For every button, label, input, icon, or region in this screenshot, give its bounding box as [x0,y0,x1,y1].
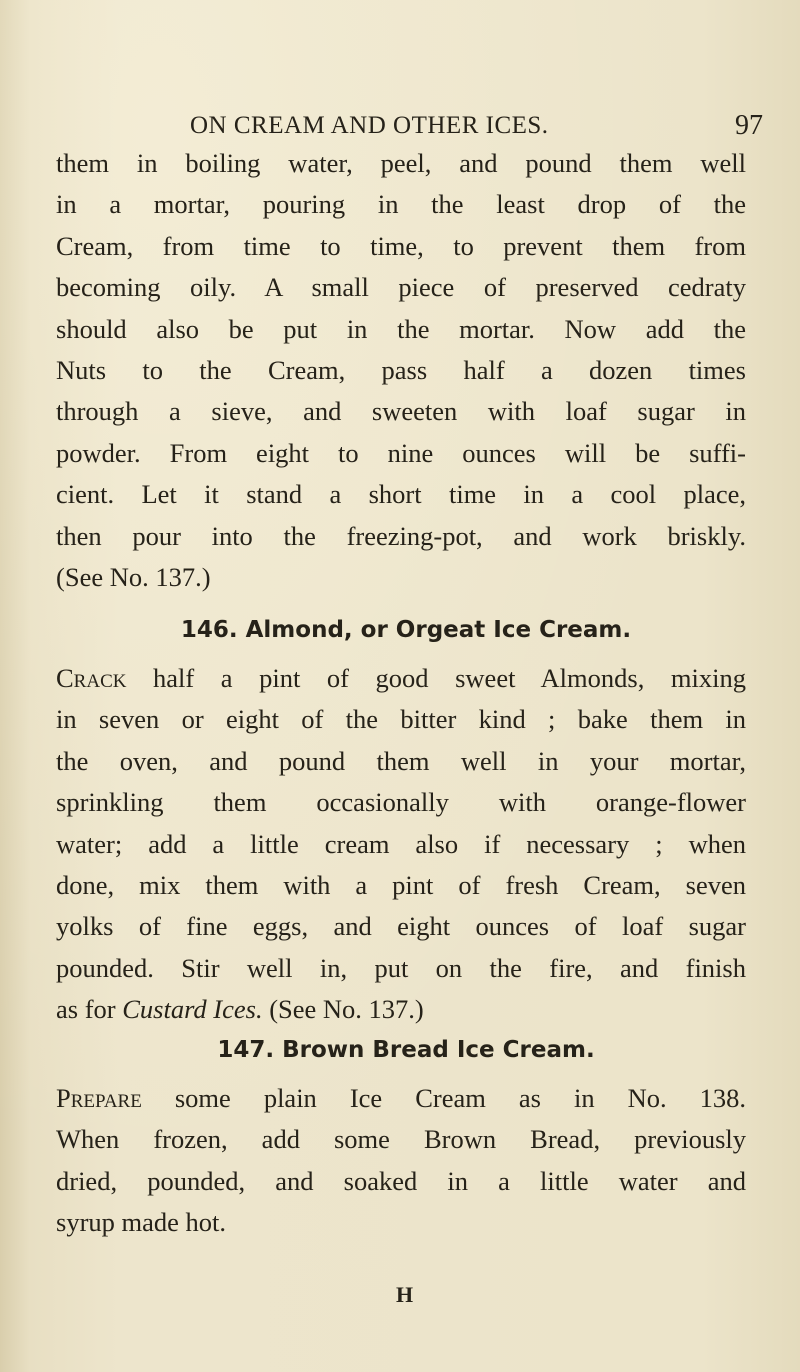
text-line: through a sieve, and sweeten with loaf sugar in [56,396,746,427]
recipe-heading-147: 147. Brown Bread Ice Cream. [217,1037,595,1063]
text-line-last [56,989,746,1030]
text-line-first [56,1078,746,1119]
text-line: pounded. Stir well in, put on the fire, and finish [56,952,746,983]
text-run: as for [56,994,123,1025]
text-line: should also be put in the mortar. Now add the [56,313,746,344]
text-line: the oven, and pound them well in your mortar, [56,745,746,776]
text-run: half a pint of good sweet Almonds, mixing [126,663,746,693]
text-line: them in boiling water, peel, and pound them well [56,148,746,178]
text-line: done, mix them with a pint of fresh Cream, seven [56,869,746,900]
recipe-heading-146: 146. Almond, or Orgeat Ice Cream. [180,617,632,643]
text-line: (See No. 137.) [56,561,211,592]
text-line: in a mortar, pouring in the least drop of the [56,189,746,220]
running-title: ON CREAM AND OTHER ICES. [190,112,549,139]
text-line: becoming oily. A small piece of preserved cedraty [56,272,746,303]
text-line: yolks of fine eggs, and eight ounces of loaf sugar [56,911,746,942]
text-line: then pour into the freezing-pot, and work briskly. [56,520,746,551]
text-line: water; add a little cream also if necessary ; when [56,828,746,859]
drop-word: Crack [56,663,127,693]
text-line: When frozen, add some Brown Bread, previously [56,1124,746,1155]
italic-reference: Custard Ices. [122,994,263,1025]
text-line: syrup made hot. [56,1207,227,1238]
text-line-first [56,658,746,699]
text-line: dried, pounded, and soaked in a little water and [56,1165,746,1196]
recipe-147-body [56,1078,746,1244]
text-run: some plain Ice Cream as in No. 138. [141,1083,746,1113]
recipe-146-body [56,658,746,1031]
text-line: sprinkling them occasionally with orange-flower [56,787,746,818]
text-line: in seven or eight of the bitter kind ; bake them in [56,704,746,735]
page-number: 97 [735,110,763,141]
text-line: cient. Let it stand a short time in a cool place, [56,479,746,510]
paragraph-continued [56,143,746,598]
text-line: Cream, from time to time, to prevent them from [56,230,746,261]
running-head [0,106,800,146]
text-line: powder. From eight to nine ounces will be suffi- [56,437,746,468]
signature-mark: H [396,1282,414,1307]
text-line: Nuts to the Cream, pass half a dozen times [56,354,746,385]
drop-word: Prepare [56,1083,142,1113]
text-run: (See No. 137.) [262,994,424,1025]
